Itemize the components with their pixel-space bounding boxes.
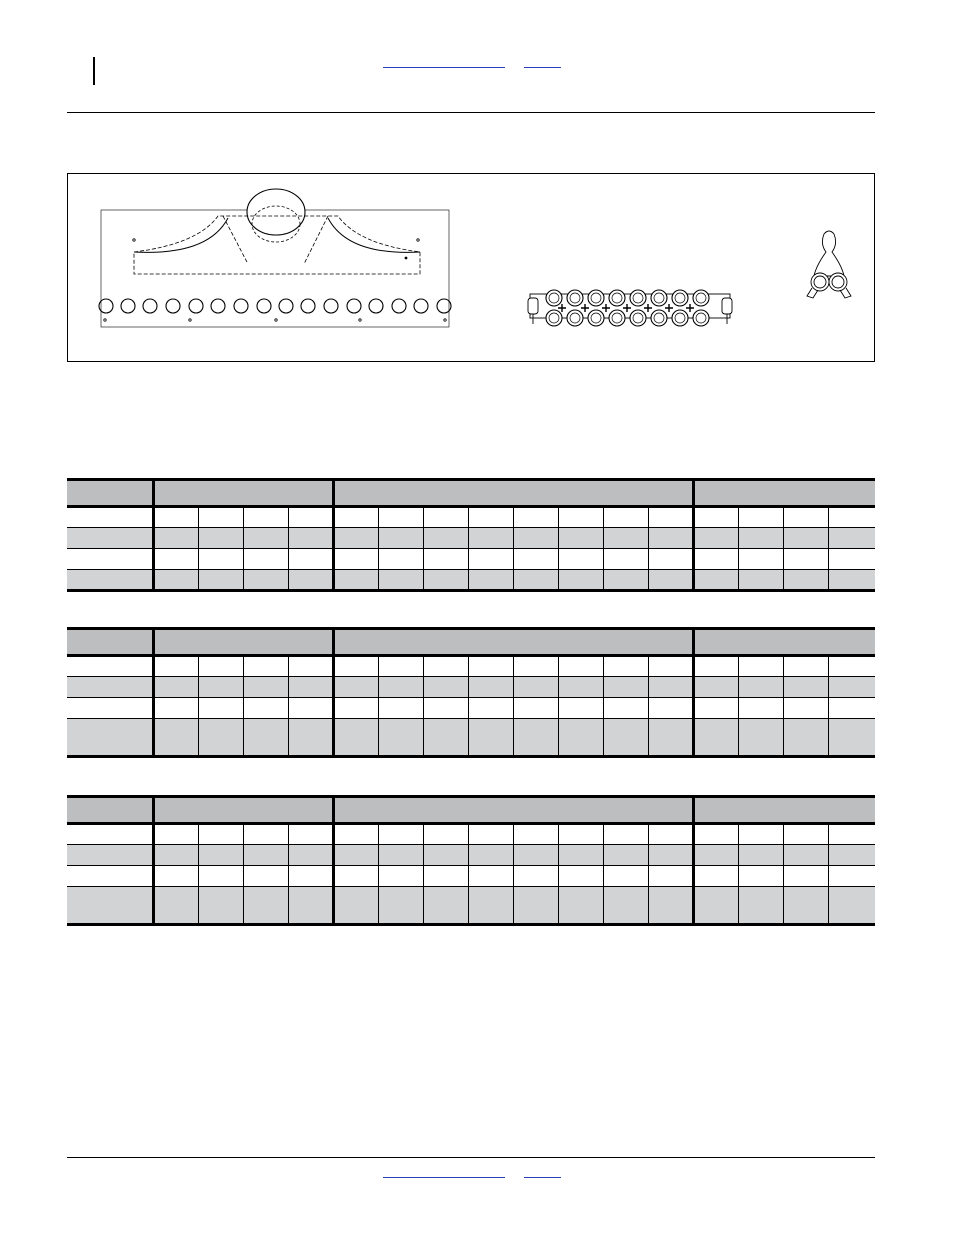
table-cell [378, 507, 423, 528]
table-cell [648, 824, 693, 845]
table-cell [423, 507, 468, 528]
table-header-row [67, 629, 875, 656]
parts-table-1 [67, 478, 875, 592]
table-cell [828, 570, 875, 591]
table-cell [378, 656, 423, 677]
table-cell [288, 549, 333, 570]
table-cell [423, 570, 468, 591]
table-cell [67, 719, 153, 757]
table-cell [558, 824, 603, 845]
table-cell [828, 719, 875, 757]
header-label-cell [67, 797, 153, 824]
table-cell [243, 887, 288, 925]
table-cell [67, 698, 153, 719]
table-cell [558, 719, 603, 757]
table-cell [603, 549, 648, 570]
table-cell [198, 887, 243, 925]
table-cell [243, 719, 288, 757]
table-cell [378, 570, 423, 591]
table-cell [153, 549, 198, 570]
table-cell [558, 887, 603, 925]
table-cell [153, 677, 198, 698]
table-cell [603, 719, 648, 757]
table-cell [648, 719, 693, 757]
table-cell [67, 528, 153, 549]
table-cell [783, 677, 828, 698]
table-cell [738, 887, 783, 925]
table-cell [738, 570, 783, 591]
table-cell [513, 507, 558, 528]
table-cell [693, 698, 738, 719]
table-split-row [67, 887, 875, 925]
table-cell [423, 887, 468, 925]
table-cell [153, 656, 198, 677]
table-cell [378, 719, 423, 757]
table-cell [693, 528, 738, 549]
table-cell [513, 528, 558, 549]
header-group-cell [153, 797, 333, 824]
table-cell [378, 549, 423, 570]
table-cell [67, 887, 153, 925]
table-header-row [67, 480, 875, 507]
table-cell [198, 845, 243, 866]
table-cell [558, 549, 603, 570]
table-cell [153, 719, 198, 757]
table-cell [333, 824, 378, 845]
y-splitter-drawing [807, 231, 851, 298]
table-cell [333, 549, 378, 570]
table-cell [513, 549, 558, 570]
table-cell [693, 887, 738, 925]
table-cell [783, 549, 828, 570]
parts-table-2 [67, 627, 875, 758]
footer-rule [67, 1157, 875, 1158]
table-cell [603, 698, 648, 719]
table-row [67, 866, 875, 887]
table-cell [738, 656, 783, 677]
table-cell [333, 677, 378, 698]
table-cell [243, 698, 288, 719]
table-cell [738, 698, 783, 719]
table-cell [513, 845, 558, 866]
table-cell [693, 845, 738, 866]
table-cell [738, 507, 783, 528]
table-cell [333, 887, 378, 925]
table-cell [288, 887, 333, 925]
table-cell [243, 507, 288, 528]
table-cell [558, 528, 603, 549]
table-cell [198, 719, 243, 757]
table-cell [648, 677, 693, 698]
footer-section-link[interactable] [383, 1177, 505, 1178]
table-cell [288, 866, 333, 887]
table-cell [198, 507, 243, 528]
header-group-cell [153, 480, 333, 507]
table-cell [603, 656, 648, 677]
table-cell [828, 656, 875, 677]
table-cell [378, 528, 423, 549]
table-cell [603, 570, 648, 591]
table-cell [783, 866, 828, 887]
table-cell [513, 719, 558, 757]
table-cell [288, 677, 333, 698]
table-split-row [67, 719, 875, 757]
table-cell [333, 528, 378, 549]
table-cell [198, 698, 243, 719]
table-cell [153, 507, 198, 528]
table-cell [558, 570, 603, 591]
table-cell [783, 528, 828, 549]
table-cell [243, 528, 288, 549]
table-cell [67, 507, 153, 528]
table-cell [288, 719, 333, 757]
table-cell [738, 528, 783, 549]
table-cell [333, 719, 378, 757]
table-cell [558, 507, 603, 528]
table-row [67, 845, 875, 866]
table-cell [243, 845, 288, 866]
header-label-cell [67, 629, 153, 656]
header-label-cell [67, 480, 153, 507]
table-cell [558, 866, 603, 887]
table-cell [648, 507, 693, 528]
table-cell [558, 845, 603, 866]
table-cell [648, 570, 693, 591]
table-cell [198, 549, 243, 570]
table-cell [648, 698, 693, 719]
table-cell [783, 570, 828, 591]
table-cell [288, 570, 333, 591]
table-cell [693, 677, 738, 698]
table-cell [378, 677, 423, 698]
table-cell [828, 507, 875, 528]
table-cell [558, 677, 603, 698]
header-group-cell [333, 629, 693, 656]
table-row [67, 824, 875, 845]
table-cell [783, 719, 828, 757]
table-cell [423, 719, 468, 757]
table-cell [423, 698, 468, 719]
table-cell [333, 656, 378, 677]
table-cell [828, 845, 875, 866]
table-cell [153, 845, 198, 866]
table-cell [378, 845, 423, 866]
table-cell [243, 656, 288, 677]
table-cell [333, 507, 378, 528]
table-cell [828, 824, 875, 845]
table-cell [378, 824, 423, 845]
table-cell [468, 528, 513, 549]
table-cell [67, 570, 153, 591]
table-cell [603, 845, 648, 866]
table-cell [738, 866, 783, 887]
table-cell [288, 845, 333, 866]
table-cell [468, 549, 513, 570]
table-cell [783, 698, 828, 719]
table-cell [243, 549, 288, 570]
table-cell [198, 866, 243, 887]
table-row [67, 677, 875, 698]
table-cell [423, 824, 468, 845]
table-cell [423, 549, 468, 570]
table-cell [693, 507, 738, 528]
table-cell [67, 549, 153, 570]
hose-manifold-drawing [528, 290, 732, 326]
table-cell [153, 528, 198, 549]
table-cell [333, 698, 378, 719]
parts-table-3 [67, 795, 875, 926]
table-cell [783, 887, 828, 925]
table-cell [153, 570, 198, 591]
table-cell [468, 570, 513, 591]
table-cell [153, 866, 198, 887]
header-group-cell [333, 797, 693, 824]
table-cell [288, 528, 333, 549]
table-cell [468, 824, 513, 845]
table-cell [198, 656, 243, 677]
table-cell [693, 549, 738, 570]
table-cell [738, 719, 783, 757]
table-row [67, 549, 875, 570]
table-cell [558, 656, 603, 677]
table-cell [468, 507, 513, 528]
table-cell [423, 866, 468, 887]
table-cell [468, 656, 513, 677]
table-cell [648, 845, 693, 866]
table-cell [423, 677, 468, 698]
table-cell [198, 677, 243, 698]
header-margin-bar [93, 57, 95, 85]
table-cell [693, 866, 738, 887]
header-group-cell [333, 480, 693, 507]
table-cell [828, 887, 875, 925]
table-cell [333, 866, 378, 887]
table-cell [153, 698, 198, 719]
table-cell [828, 549, 875, 570]
table-cell [153, 824, 198, 845]
table-cell [513, 698, 558, 719]
table-cell [828, 866, 875, 887]
table-cell [198, 570, 243, 591]
table-cell [603, 887, 648, 925]
table-row [67, 528, 875, 549]
table-cell [513, 677, 558, 698]
table-cell [468, 845, 513, 866]
table-cell [828, 698, 875, 719]
table-cell [243, 677, 288, 698]
table-cell [648, 866, 693, 887]
table-cell [828, 677, 875, 698]
table-cell [468, 719, 513, 757]
table-cell [783, 507, 828, 528]
table-cell [513, 570, 558, 591]
table-cell [738, 549, 783, 570]
table-cell [603, 866, 648, 887]
header-group-cell [693, 629, 875, 656]
table-cell [288, 656, 333, 677]
table-cell [648, 656, 693, 677]
table-cell [468, 866, 513, 887]
table-cell [693, 719, 738, 757]
table-cell [603, 507, 648, 528]
table-row [67, 507, 875, 528]
table-cell [738, 845, 783, 866]
table-cell [558, 698, 603, 719]
table-cell [243, 570, 288, 591]
table-cell [603, 528, 648, 549]
parts-figure [67, 173, 875, 362]
table-row [67, 698, 875, 719]
manifold-plate-drawing [99, 189, 451, 327]
table-cell [828, 528, 875, 549]
table-cell [468, 887, 513, 925]
table-cell [513, 866, 558, 887]
table-cell [783, 656, 828, 677]
table-cell [333, 570, 378, 591]
table-cell [198, 528, 243, 549]
table-cell [333, 845, 378, 866]
table-cell [783, 845, 828, 866]
table-cell [67, 677, 153, 698]
table-cell [783, 824, 828, 845]
table-cell [648, 887, 693, 925]
header-rule [67, 112, 875, 113]
table-cell [378, 887, 423, 925]
table-cell [378, 698, 423, 719]
table-cell [423, 528, 468, 549]
header-group-cell [153, 629, 333, 656]
header-group-cell [693, 480, 875, 507]
table-cell [513, 656, 558, 677]
table-cell [738, 677, 783, 698]
parts-illustration [68, 174, 874, 361]
table-cell [67, 656, 153, 677]
table-cell [468, 677, 513, 698]
table-cell [243, 866, 288, 887]
table-cell [693, 570, 738, 591]
table-cell [648, 528, 693, 549]
table-cell [468, 698, 513, 719]
table-cell [67, 824, 153, 845]
table-cell [288, 507, 333, 528]
header-section-link[interactable] [383, 67, 505, 68]
table-cell [67, 845, 153, 866]
table-cell [603, 824, 648, 845]
table-cell [378, 866, 423, 887]
table-cell [243, 824, 288, 845]
table-cell [693, 824, 738, 845]
table-cell [288, 824, 333, 845]
table-cell [288, 698, 333, 719]
table-cell [423, 845, 468, 866]
table-row [67, 570, 875, 591]
footer-page-link[interactable] [524, 1177, 561, 1178]
header-page-link[interactable] [524, 67, 561, 68]
table-row [67, 656, 875, 677]
table-cell [603, 677, 648, 698]
table-cell [67, 866, 153, 887]
table-cell [423, 656, 468, 677]
table-cell [153, 887, 198, 925]
table-cell [513, 824, 558, 845]
table-cell [648, 549, 693, 570]
header-group-cell [693, 797, 875, 824]
table-cell [513, 887, 558, 925]
table-cell [738, 824, 783, 845]
table-cell [198, 824, 243, 845]
table-header-row [67, 797, 875, 824]
table-cell [693, 656, 738, 677]
